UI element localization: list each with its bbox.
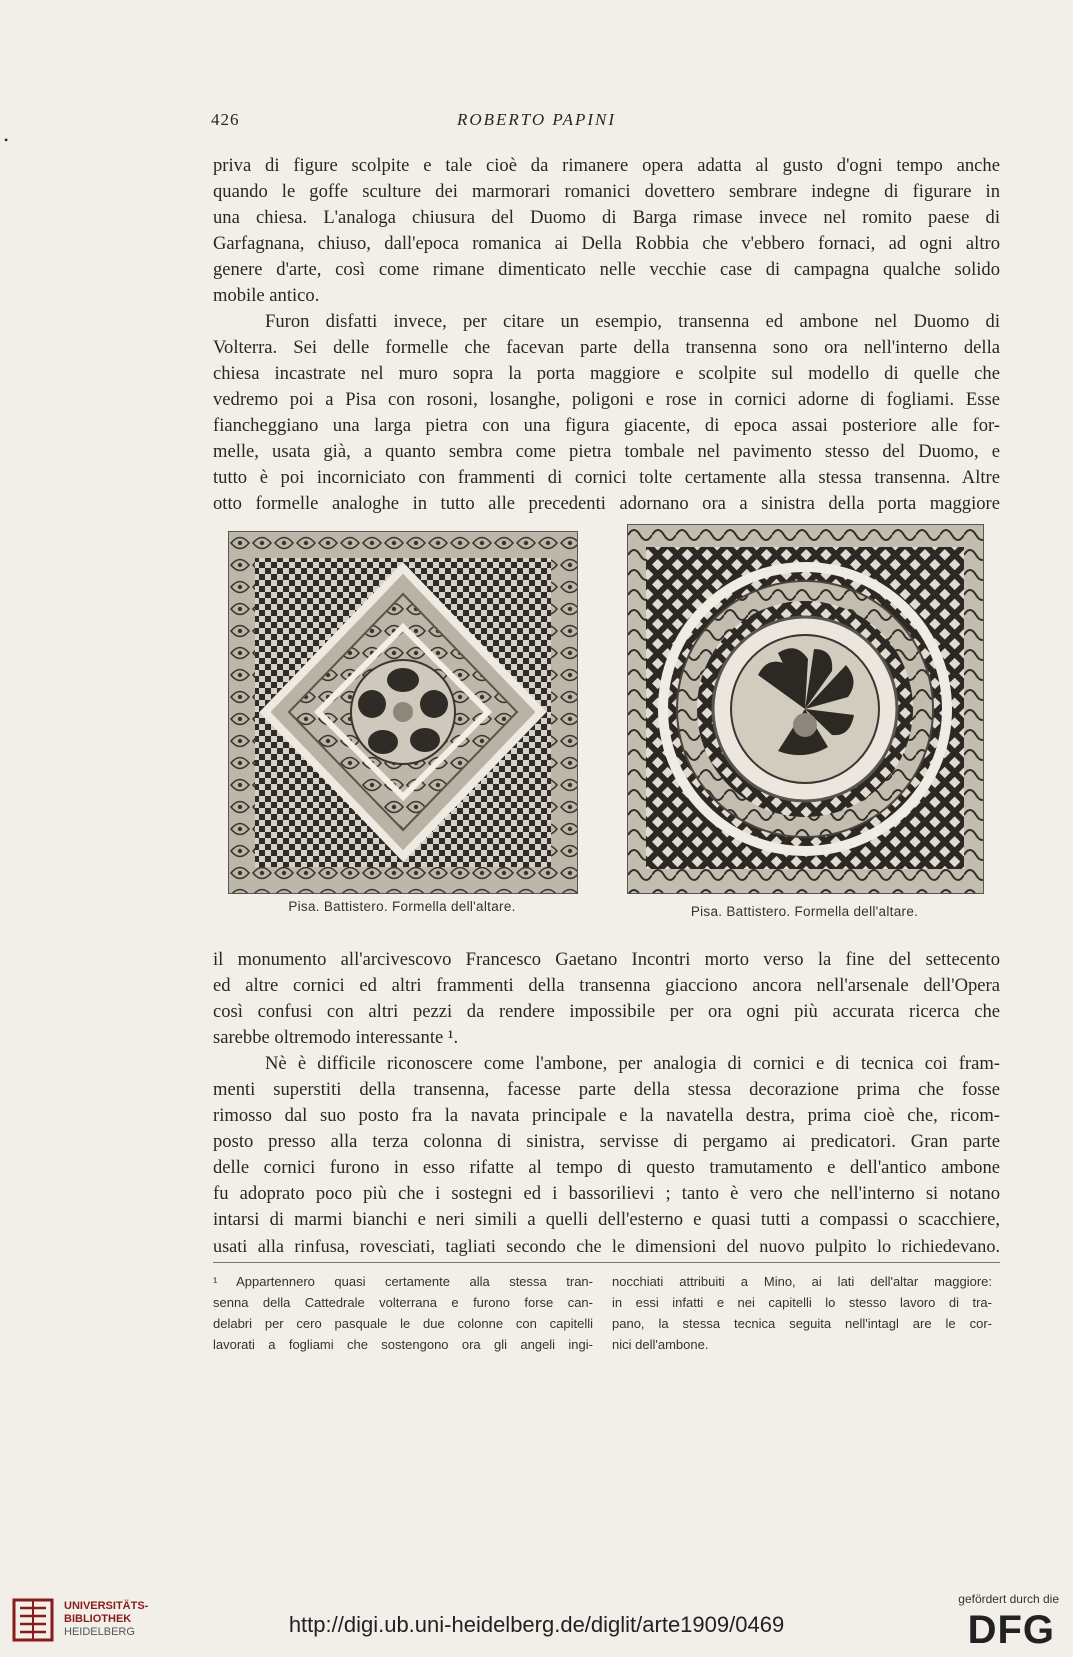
running-head: ROBERTO PAPINI — [456, 110, 617, 129]
figure-caption-left: Pisa. Battistero. Formella dell'altare. — [288, 899, 516, 914]
dfg-logo: DFG — [967, 1608, 1055, 1652]
relief-illustration-lattice — [628, 525, 983, 893]
footnote-line: nocchiati attribuiti a Mino, ai lati dell'altar maggiore: — [612, 1274, 992, 1289]
footnote-line: ¹ Appartennero quasi certamente alla stessa tran- — [213, 1274, 593, 1289]
text-line: vedremo poi a Pisa con rosoni, losanghe, poligoni e rose in cornici adorne di fogliami. Esse — [213, 389, 1000, 410]
page-number: 426 — [211, 110, 240, 129]
text-line: una chiesa. L'analoga chiusura del Duomo di Barga rimase invece nel romito paese di — [213, 207, 1000, 228]
text-line: fu adoprato poco più che i sostegni ed i bassorilievi ; tanto è vero che nell'interno si notano — [213, 1183, 1000, 1204]
text-line: otto formelle analoghe in tutto alle precedenti adornano ora a sinistra della porta maggiore — [213, 493, 1000, 514]
text-line: menti superstiti della transenna, facesse parte della stessa decorazione prima che fosse — [213, 1079, 1000, 1100]
figure-caption-right: Pisa. Battistero. Formella dell'altare. — [690, 904, 919, 919]
text-line: posto presso alla terza colonna di sinistra, servisse di pergamo ai predicatori. Gran parte — [213, 1131, 1000, 1152]
text-line: così confusi con altri pezzi da rendere impossibile per ora ogni più accurata ricerca che — [213, 1001, 1000, 1022]
text-line: mobile antico. — [213, 285, 320, 306]
footnote-rule — [213, 1262, 1000, 1263]
footnote-line: in essi infatti e nei capitelli lo stesso lavoro di tra- — [612, 1295, 992, 1310]
text-line: intarsi di marmi bianchi e neri simili a quelli dell'esterno e quasi tutti a compassi o scacchiere, — [213, 1209, 1000, 1230]
text-line: Garfagnana, chiuso, dall'epoca romanica ai Della Robbia che v'ebbero fornaci, ad ogni altro — [213, 233, 1000, 254]
text-line: fiancheggiano una larga pietra con una figura giacente, di epoca assai posteriore alle for- — [213, 415, 1000, 436]
text-line: usati alla rinfusa, rovesciati, tagliati secondo che le dimensioni del nuovo pulpito lo richiedevano. — [213, 1236, 1000, 1256]
library-name-line: BIBLIOTHEK — [64, 1613, 132, 1625]
figure-panel-checker — [228, 531, 578, 894]
figure-panel-lattice — [627, 524, 984, 894]
text-line: Nè è difficile riconoscere come l'ambone, per analogia di cornici e di tecnica coi fram- — [265, 1053, 1000, 1074]
footnote-line: nici dell'ambone. — [612, 1337, 709, 1352]
text-line: delle cornici furono in esso rifatte al tempo di questo tramutamento e dell'antico ambone — [213, 1157, 1000, 1178]
footnote-line: senna della Cattedrale volterrana e furono forse can- — [213, 1295, 593, 1310]
text-line: sarebbe oltremodo interessante ¹. — [213, 1027, 459, 1048]
text-line: genere d'arte, così come rimane dimenticato nelle vecchie case di campagna qualche solido — [213, 259, 1000, 280]
relief-illustration-checker — [229, 532, 577, 893]
text-line: ed altre cornici ed altri frammenti della transenna giacciono ancora nell'arsenale dell'Opera — [213, 975, 1000, 996]
text-line: priva di figure scolpite e tale cioè da rimanere opera adatta al gusto d'ogni tempo anche — [213, 155, 1000, 176]
text-line: il monumento all'arcivescovo Francesco Gaetano Incontri morto verso la fine del settecento — [213, 949, 1000, 970]
text-line: melle, usata già, a quanto sembra come pietra tombale nel pavimento stesso del Duomo, e — [213, 441, 1000, 462]
margin-mark: • — [4, 133, 9, 147]
library-name-line: HEIDELBERG — [64, 1626, 135, 1638]
footnote-line: pano, la stessa tecnica seguita nell'intagl are le cor- — [612, 1316, 992, 1331]
text-line: quando le goffe sculture dei marmorari romanici dovettero sembrare indegne di figurare in — [213, 181, 1000, 202]
footnote-line: lavorati a fogliami che sostengono ora gli angeli ingi- — [213, 1337, 593, 1352]
library-name-line: UNIVERSITÄTS- — [64, 1600, 149, 1612]
text-line: chiesa incastrate nel muro sopra la porta maggiore e scolpite sul modello di quelle che — [213, 363, 1000, 384]
text-line: rimosso dal suo posto fra la navata principale e la navatella destra, prima cioè che, ricom- — [213, 1105, 1000, 1126]
footnote-line: delabri per cero pasquale le due colonne con capitelli — [213, 1316, 593, 1331]
funding-note: gefördert durch die — [958, 1592, 1059, 1606]
source-url-link[interactable]: http://digi.ub.uni-heidelberg.de/diglit/arte1909/0469 — [288, 1612, 785, 1637]
text-line: Volterra. Sei delle formelle che facevan parte della transenna sono ora nell'interno della — [213, 337, 1000, 358]
text-line: tutto è poi incorniciato con frammenti di cornici tolte certamente alla stessa transenna. Altre — [213, 467, 1000, 488]
text-line: Furon disfatti invece, per citare un esempio, transenna ed ambone nel Duomo di — [265, 311, 1000, 332]
